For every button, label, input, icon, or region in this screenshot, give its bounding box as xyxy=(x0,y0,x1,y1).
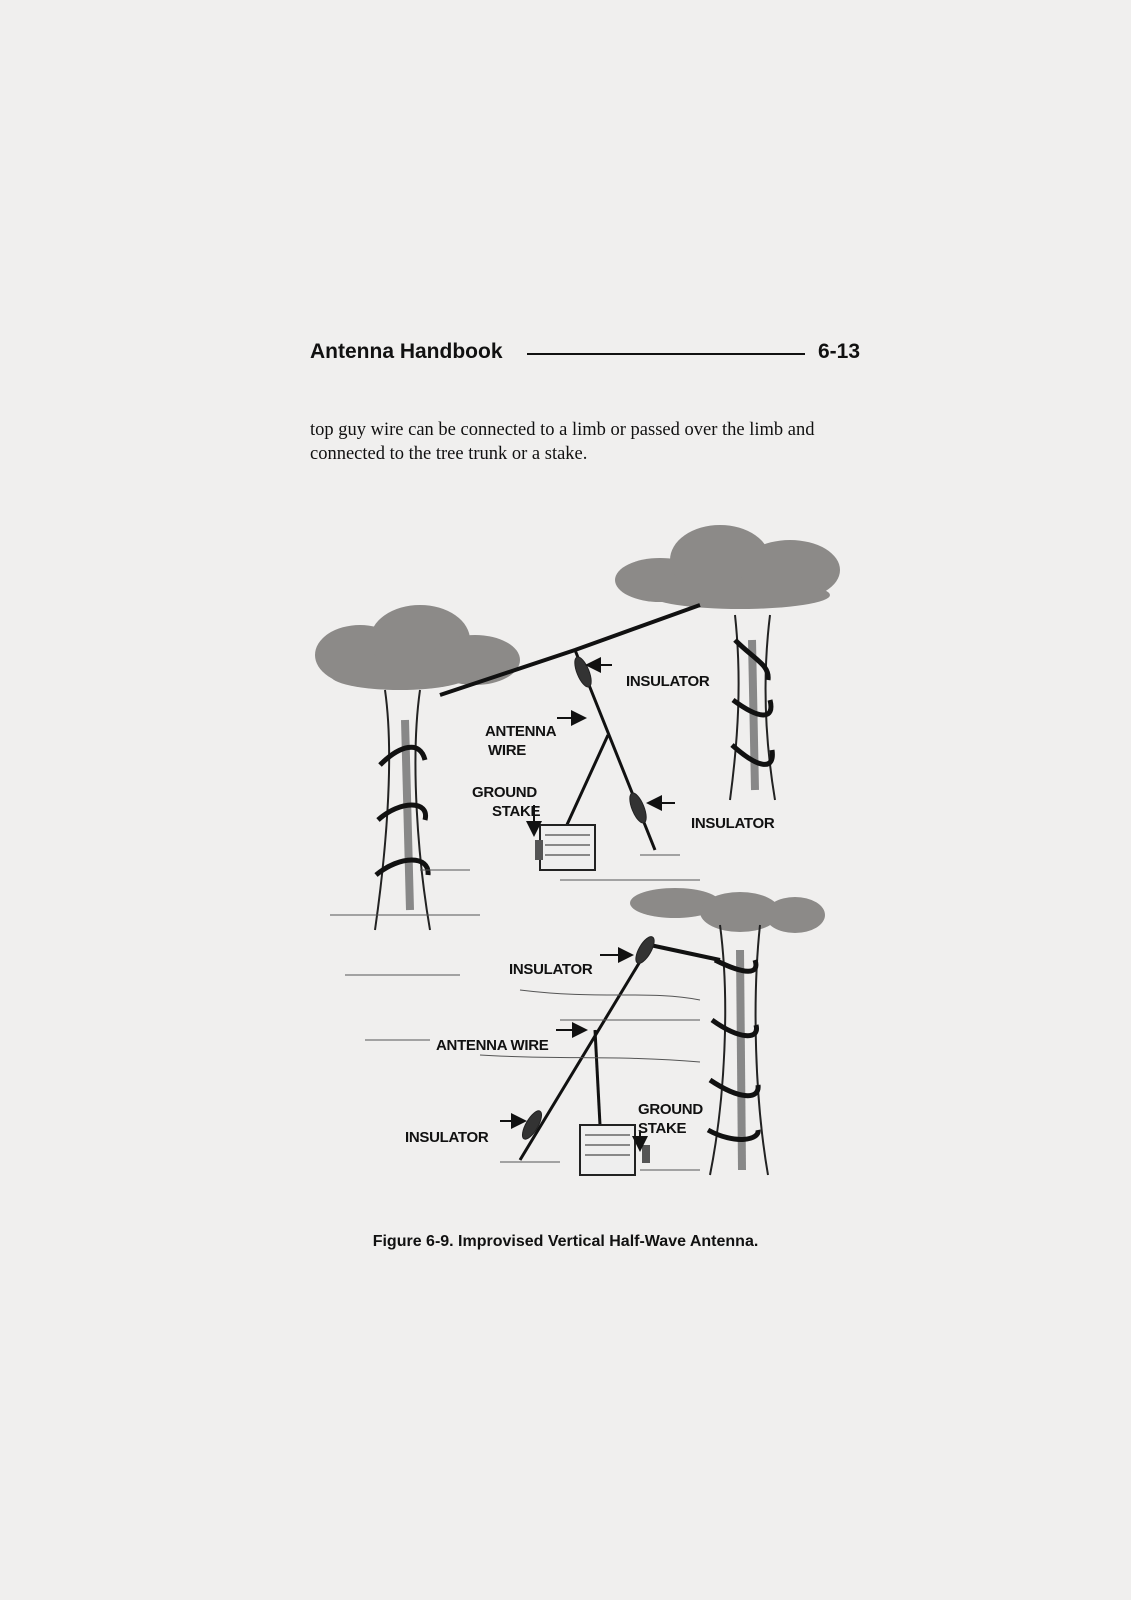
label-ground-stake-2-line1: GROUND xyxy=(638,1101,703,1118)
label-ground-stake-line2: STAKE xyxy=(492,803,541,820)
label-antenna-wire-2: ANTENNA WIRE xyxy=(436,1037,549,1054)
tree-canopy-bottom xyxy=(630,888,825,933)
running-header-title: Antenna Handbook xyxy=(310,340,503,363)
figure-caption: Figure 6-9. Improvised Vertical Half-Wave Antenna. xyxy=(372,1233,759,1250)
top-scene xyxy=(315,525,840,930)
label-ground-stake-line1: GROUND xyxy=(472,784,537,801)
label-insulator-top: INSULATOR xyxy=(626,673,710,690)
page-number: 6-13 xyxy=(818,340,861,363)
label-insulator-top-2: INSULATOR xyxy=(509,961,593,978)
label-ground-stake-2-line2: STAKE xyxy=(638,1120,687,1137)
body-paragraph: top guy wire can be connected to a limb or passed over the limb and connected to the tree trunk or a stake. xyxy=(310,420,815,464)
label-insulator-bottom: INSULATOR xyxy=(691,815,775,832)
label-antenna-wire-line1: ANTENNA xyxy=(485,723,557,740)
tree-canopy-right xyxy=(615,525,840,609)
label-antenna-wire-line2: WIRE xyxy=(488,742,526,759)
label-insulator-bottom-2: INSULATOR xyxy=(405,1129,489,1146)
